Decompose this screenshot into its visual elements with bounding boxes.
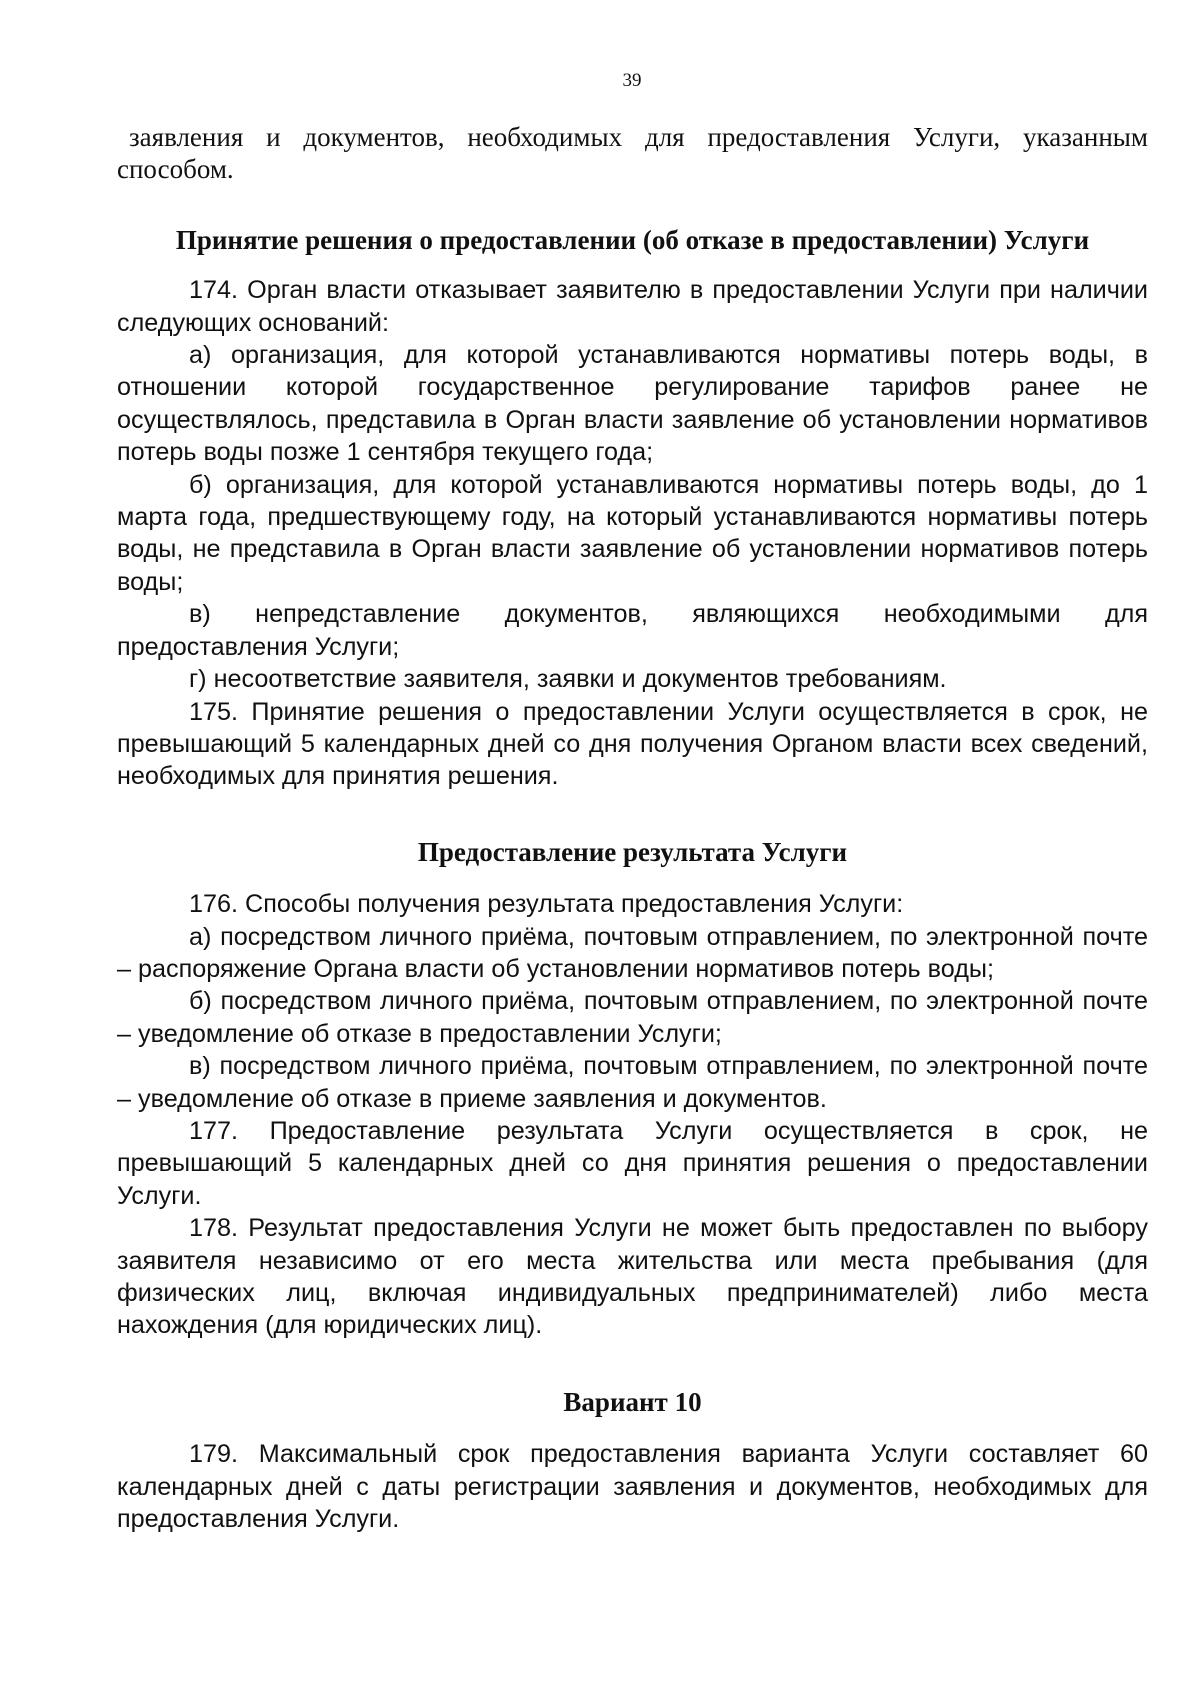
paragraph-174-a: а) организация, для которой устанавливаются нормативы потерь воды, в отношении которой государственное регулирование тарифов ранее не осуществлялось, представила в Орган власти заявление об установлении нормативов потерь воды позже 1 сентября текущего года; bbox=[117, 341, 1148, 467]
section-heading-variant-10: Вариант 10 bbox=[563, 1386, 702, 1417]
paragraph-176-v: в) посредством личного приёма, почтовым отправлением, по электронной почте – уведомление об отказе в приеме заявления и документов. bbox=[117, 1052, 1148, 1113]
intro-paragraph: заявления и документов, необходимых для предоставления Услуги, указанным способом. bbox=[117, 122, 1148, 185]
paragraph-174-v: в) непредставление документов, являющихся необходимыми для предоставления Услуги; bbox=[117, 600, 1148, 661]
paragraph-175: 175. Принятие решения о предоставлении Услуги осуществляется в срок, не превышающий 5 календарных дней со дня получения Органом власти всех сведений, необходимых для принятия решения. bbox=[117, 697, 1148, 791]
paragraph-177: 177. Предоставление результата Услуги осуществляется в срок, не превышающий 5 календарных дней со дня принятия решения о предоставлении Услуги. bbox=[117, 1116, 1148, 1210]
paragraph-174-g: г) несоответствие заявителя, заявки и документов требованиям. bbox=[189, 665, 947, 694]
section-heading-decision: Принятие решения о предоставлении (об отказе в предоставлении) Услуги bbox=[175, 224, 1090, 255]
paragraph-174-b: б) организация, для которой устанавливаются нормативы потерь воды, до 1 марта года, предшествующему году, на который устанавливаются нормативы потерь воды, не представила в Орган власти заявление об установлении нормативов потерь воды; bbox=[117, 470, 1148, 596]
section-heading-result: Предоставление результата Услуги bbox=[417, 836, 848, 867]
paragraph-176: 176. Способы получения результата предоставления Услуги: bbox=[189, 890, 904, 919]
paragraph-174: 174. Орган власти отказывает заявителю в предоставлении Услуги при наличии следующих оснований: bbox=[117, 276, 1148, 337]
paragraph-178: 178. Результат предоставления Услуги не может быть предоставлен по выбору заявителя независимо от его места жительства или места пребывания (для физических лиц, включая индивидуальных предпринимателей) либо места нахождения (для юридических лиц). bbox=[117, 1214, 1148, 1340]
paragraph-179: 179. Максимальный срок предоставления варианта Услуги составляет 60 календарных дней с даты регистрации заявления и документов, необходимых для предоставления Услуги. bbox=[117, 1440, 1148, 1534]
paragraph-176-b: б) посредством личного приёма, почтовым отправлением, по электронной почте – уведомление об отказе в предоставлении Услуги; bbox=[117, 987, 1148, 1048]
page-number: 39 bbox=[622, 70, 642, 91]
paragraph-176-a: а) посредством личного приёма, почтовым отправлением, по электронной почте – распоряжение Органа власти об установлении нормативов потерь воды; bbox=[117, 922, 1148, 983]
document-body bbox=[117, 121, 1148, 1535]
